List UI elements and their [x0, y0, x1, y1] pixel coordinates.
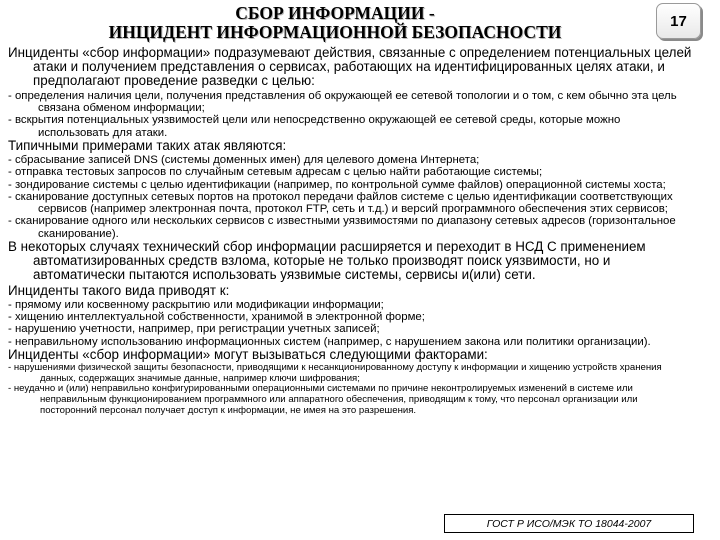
section-heading: Инциденты такого вида приводят к: [8, 282, 230, 298]
list-item: - вскрытия потенциальных уязвимостей цели или непосредственно окружающей ее сетевой среды, которые можно использовать для атаки. [8, 114, 621, 139]
list-item: - отправка тестовых запросов по случайным сетевым адресам с целью найти работающие системы; [8, 166, 543, 179]
body-paragraph: В некоторых случаях технический сбор информации расширяется и переходит в НСД С применением автоматизированных средств взлома, которые не только производят поиск уязвимости, но и автоматически пытаются использовать уязвимые системы, сервисы и(или) сети. [8, 239, 646, 283]
list-item: - определения наличия цели, получения представления об окружающей ее сетевой топологии и о том, с кем обычно эта цель связана обменом информации; [8, 89, 677, 114]
section-heading: Инциденты «сбор информации» могут вызываться следующими факторами: [8, 347, 488, 363]
list-item: - нарушениями физической защиты безопасности, приводящими к несанкционированному доступу к информации и хищению устройств хранения данных, содержащих значимые данные, например ключи шифрования; [8, 362, 662, 384]
section-heading: Типичными примерами таких атак являются: [8, 137, 287, 153]
page-number-badge: 17 [656, 3, 701, 39]
list-item: - прямому или косвенному раскрытию или модификации информации; [8, 298, 384, 311]
list-item: - сканирование доступных сетевых портов на протокол передачи файлов системе с целью идентификации соответствующих сервисов (например электронная почта, протокол FTP, сеть и т.д.) и версий программного обеспечения этих сервисов; [8, 190, 673, 216]
slide-body [8, 46, 692, 416]
list-item: - зондирование системы с целью идентификации (например, по контрольной сумме файлов) операционной системы хоста; [8, 178, 666, 191]
slide-title-line-2: ИНЦИДЕНТ ИНФОРМАЦИОННОЙ БЕЗОПАСНОСТИ [108, 22, 562, 42]
slide-title [40, 4, 630, 42]
list-item: - неудачно и (или) неправильно конфигурированными операционными системами по причине неконтролируемых изменений в системе или неправильным функционированием программного или аппаратного обеспечения, приводящим к тому, что персонал организации или посторонний персонал получает доступ к информации, не имея на это разрешения. [8, 383, 638, 416]
list-item: - хищению интеллектуальной собственности, хранимой в электронной форме; [8, 311, 425, 324]
slide-title-line-1: СБОР ИНФОРМАЦИИ - [235, 3, 435, 23]
source-reference: ГОСТ Р ИСО/МЭК ТО 18044-2007 [444, 514, 694, 533]
list-item: - сбрасывание записей DNS (системы доменных имен) для целевого домена Интернета; [8, 154, 480, 166]
list-item: - сканирование одного или нескольких сервисов с известными уязвимостями по диапазону сетевых адресов (горизонтальное сканирование). [8, 215, 676, 240]
list-item: - нарушению учетности, например, при регистрации учетных записей; [8, 323, 380, 336]
intro-paragraph: Инциденты «сбор информации» подразумевают действия, связанные с определением потенциальных целей атаки и получением представления о сервисах, работающих на идентифицированных целях атаки, и предполагают проведение разведки с целью: [8, 45, 692, 89]
list-item: - неправильному использованию информационных систем (например, с нарушением закона или политики организации). [8, 335, 651, 348]
